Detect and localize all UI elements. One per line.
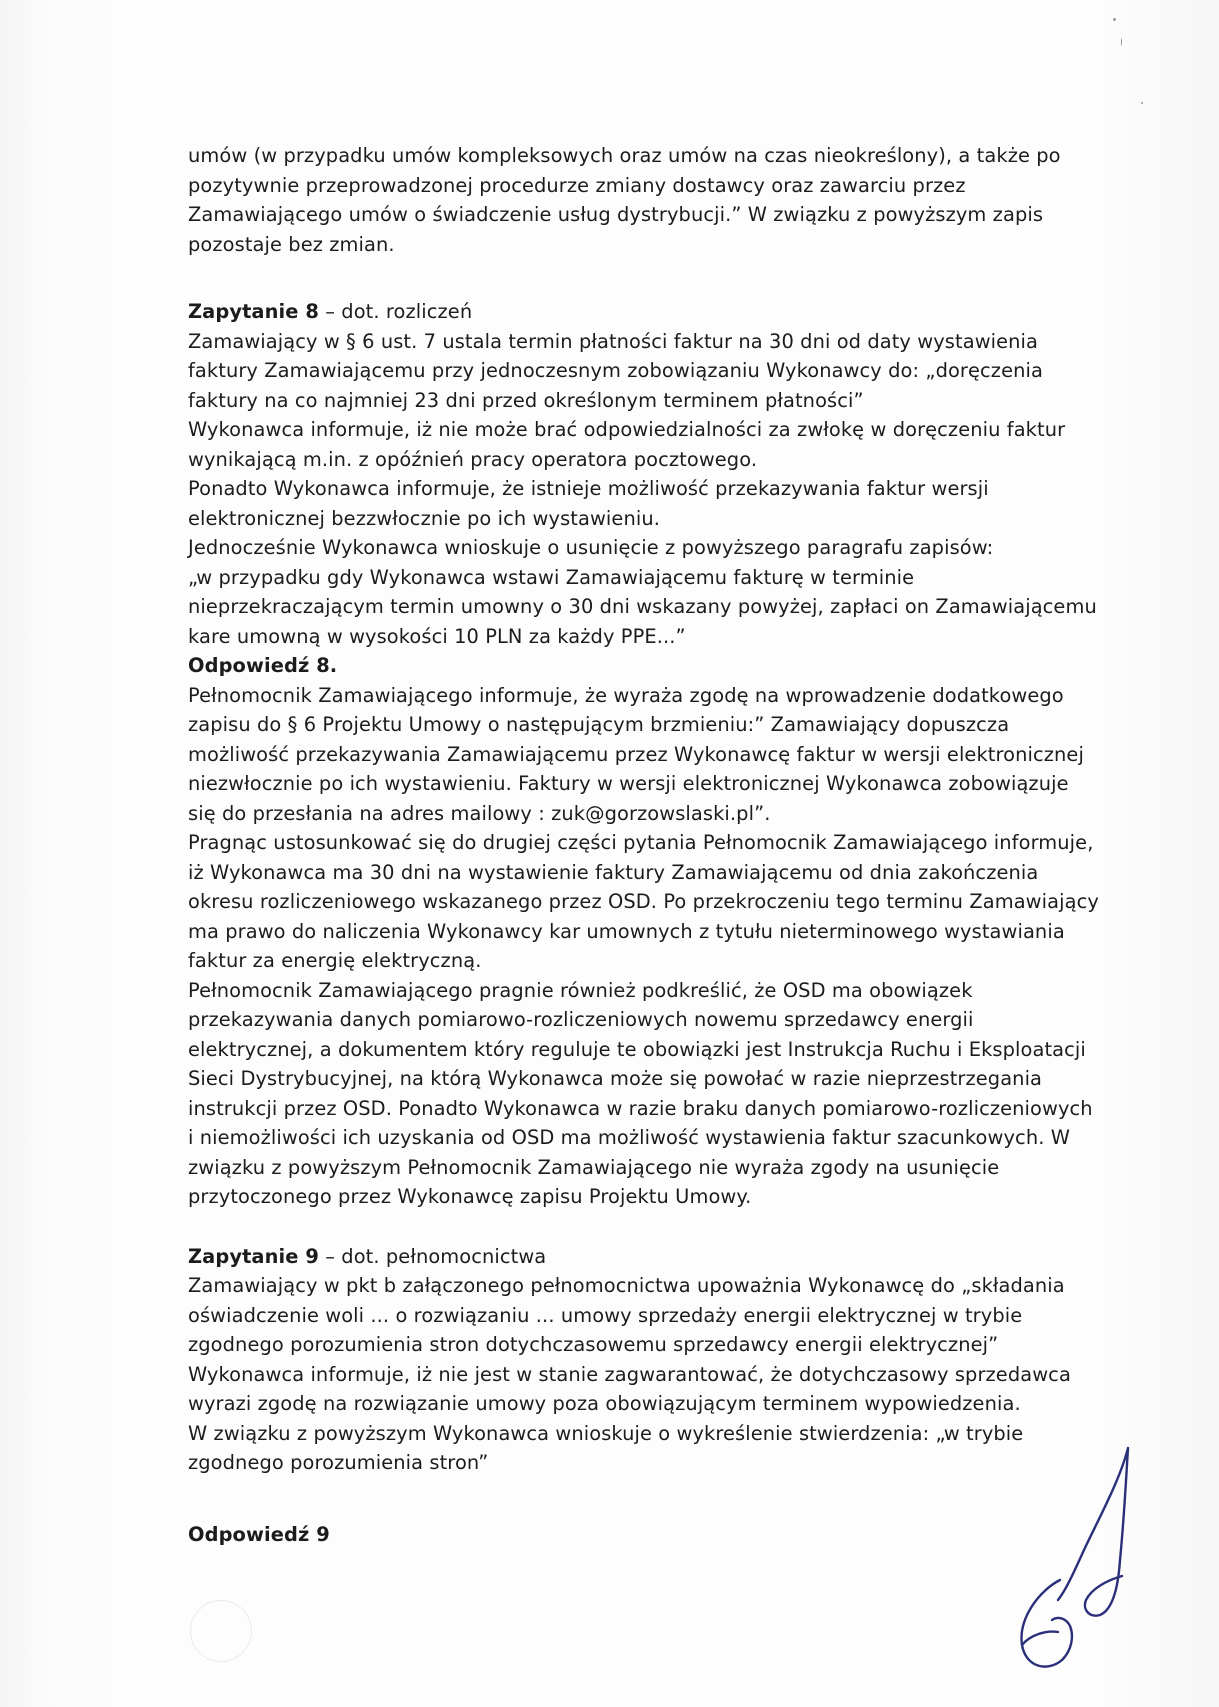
text-line: Sieci Dystrybucyjnej, na którą Wykonawca może się powołać w razie nieprzestrzegania [188, 1067, 1043, 1090]
text-line: elektrycznej, a dokumentem który reguluje te obowiązki jest Instrukcja Ruchu i Eksploatacji [188, 1037, 1086, 1061]
text-line: wynikającą m.in. z opóźnień pracy operatora pocztowego. [188, 447, 758, 471]
text-line: się do przesłania na adres mailowy : zuk@gorzowslaski.pl”. [188, 801, 771, 825]
text-line: Pełnomocnik Zamawiającego informuje, że wyraża zgodę na wprowadzenie dodatkowego [188, 683, 1064, 707]
text-line: zgodnego porozumienia stron dotychczasowemu sprzedawcy energii elektrycznej” [188, 1333, 999, 1356]
scan-speck [1121, 38, 1122, 46]
text-line: Pełnomocnik Zamawiającego pragnie również podkreślić, że OSD ma obowiązek [188, 978, 973, 1002]
text-line: niezwłocznie po ich wystawieniu. Faktury w wersji elektronicznej Wykonawca zobowiązuje [188, 772, 1069, 795]
text-line: umów (w przypadku umów kompleksowych oraz umów na czas nieokreślony), a także po [188, 144, 1061, 167]
faint-stamp-mark [190, 1600, 252, 1662]
text-line: faktur za energię elektryczną. [188, 949, 482, 972]
question-9-label: Zapytanie 9 [188, 1244, 319, 1268]
question-8-heading [188, 297, 1158, 327]
question-8-label: Zapytanie 8 [188, 300, 319, 323]
text-line: W związku z powyższym Wykonawca wnioskuje o wykreślenie stwierdzenia: „w trybie [188, 1421, 1024, 1445]
text-line: możliwość przekazywania Zamawiającemu przez Wykonawcę faktur w wersji elektronicznej [188, 742, 1084, 766]
text-line: Wykonawca informuje, iż nie jest w stanie zagwarantować, że dotychczasowy sprzedawca [188, 1362, 1071, 1386]
text-line: przekazywania danych pomiarowo-rozliczeniowych nowemu sprzedawcy energii [188, 1008, 974, 1031]
text-line: faktury na co najmniej 23 dni przed określonym terminem płatności” [188, 388, 864, 412]
text-line: zapisu do § 6 Projektu Umowy o następującym brzmieniu:” Zamawiający dopuszcza [188, 713, 1010, 736]
text-line: elektronicznej bezzwłocznie po ich wystawieniu. [188, 506, 660, 530]
text-line: „w przypadku gdy Wykonawca wstawi Zamawiającemu fakturę w terminie [188, 565, 915, 589]
text-line: okresu rozliczeniowego wskazanego przez OSD. Po przekroczeniu tego terminu Zamawiający [188, 890, 1099, 913]
text-line: przytoczonego przez Wykonawcę zapisu Projektu Umowy. [188, 1185, 752, 1208]
text-line: i niemożliwości ich uzyskania od OSD ma możliwość wystawienia faktur szacunkowych. W [188, 1126, 1071, 1149]
answer-8 [188, 651, 1158, 1212]
text-line: wyrazi zgodę na rozwiązanie umowy poza obowiązującym terminem wypowiedzenia. [188, 1392, 1021, 1415]
text-line: Ponadto Wykonawca informuje, że istnieje możliwość przekazywania faktur wersji [188, 477, 989, 500]
text-line: faktury Zamawiającemu przy jednoczesnym zobowiązaniu Wykonawcy do: „doręczenia [188, 359, 1043, 382]
handwritten-signature [1000, 1440, 1160, 1690]
text-line: oświadczenie woli ... o rozwiązaniu ... umowy sprzedaży energii elektrycznej w trybie [188, 1303, 1023, 1327]
text-line: Wykonawca informuje, iż nie może brać odpowiedzialności za zwłokę w doręczeniu faktur [188, 418, 1066, 441]
answer-9-heading: Odpowiedź 9 [188, 1522, 330, 1546]
text-line: kare umowną w wysokości 10 PLN za każdy PPE...” [188, 624, 686, 648]
text-line: związku z powyższym Pełnomocnik Zamawiającego nie wyraża zgody na usunięcie [188, 1155, 1000, 1179]
text-line: Zamawiający w § 6 ust. 7 ustala termin płatności faktur na 30 dni od daty wystawienia [188, 329, 1039, 353]
continued-paragraph [188, 141, 1158, 259]
answer-8-heading: Odpowiedź 8. [188, 654, 338, 677]
text-line: Jednocześnie Wykonawca wnioskuje o usunięcie z powyższego paragrafu zapisów: [188, 536, 994, 559]
scan-speck [1141, 102, 1143, 104]
text-line: Zamawiający w pkt b załączonego pełnomocnictwa upoważnia Wykonawcę do „składania [188, 1274, 1065, 1297]
question-9-topic: – dot. pełnomocnictwa [318, 1244, 547, 1268]
text-line: pozytywnie przeprowadzonej procedurze zmiany dostawcy oraz zawarciu przez [188, 173, 966, 197]
text-line: ma prawo do naliczenia Wykonawcy kar umownych z tytułu nieterminowego wystawiania [188, 919, 1065, 943]
question-8-topic: – dot. rozliczeń [318, 300, 473, 323]
text-line: zgodnego porozumienia stron” [188, 1451, 489, 1474]
scan-speck [1113, 18, 1116, 21]
signature-stroke [1022, 1448, 1128, 1667]
question-9-heading [188, 1242, 1158, 1272]
text-line: nieprzekraczającym termin umowny o 30 dni wskazany powyżej, zapłaci on Zamawiającemu [188, 595, 1097, 618]
text-line: iż Wykonawca ma 30 dni na wystawienie faktury Zamawiającemu od dnia zakończenia [188, 860, 1039, 884]
text-line: Pragnąc ustosunkować się do drugiej części pytania Pełnomocnik Zamawiającego informuje, [188, 831, 1094, 854]
text-line: pozostaje bez zmian. [188, 232, 395, 256]
text-line: instrukcji przez OSD. Ponadto Wykonawca w razie braku danych pomiarowo-rozliczeniowych [188, 1096, 1093, 1120]
document-body [188, 141, 1158, 1549]
question-8 [188, 297, 1158, 651]
text-line: Zamawiającego umów o świadczenie usług dystrybucji.” W związku z powyższym zapis [188, 203, 1044, 226]
